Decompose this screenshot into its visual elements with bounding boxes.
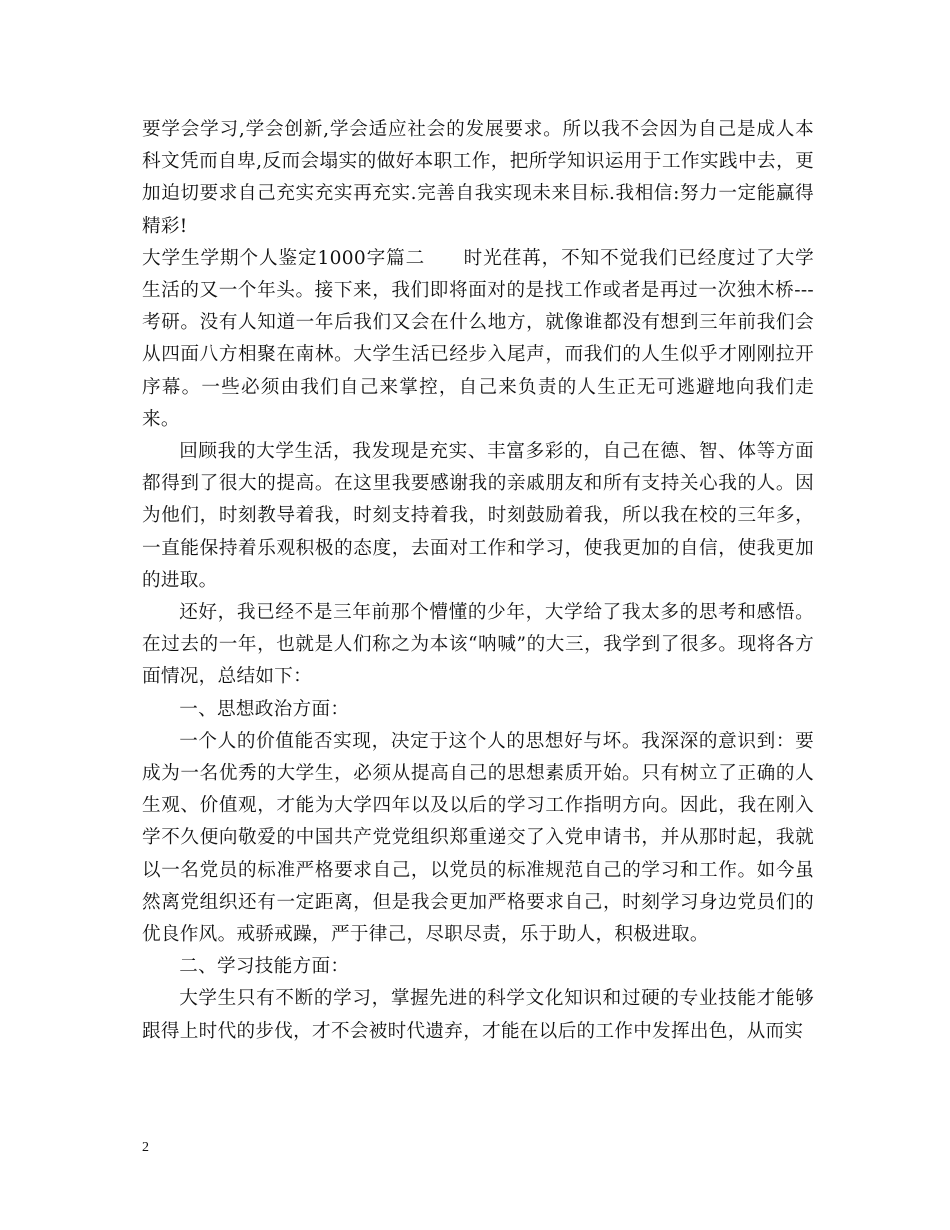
section-heading: 大学生学期个人鉴定1000字篇二 bbox=[142, 247, 426, 269]
paragraph-8: 大学生只有不断的学习，掌握先进的科学文化知识和过硬的专业技能才能够跟得上时代的步伐，才不会被时代遗弃，才能在以后的工作中发挥出色，从而实 bbox=[142, 988, 814, 1042]
page-number: 2 bbox=[142, 1140, 149, 1155]
subheading-study-skills: 二、学习技能方面： bbox=[179, 956, 350, 978]
body-text bbox=[142, 114, 814, 1048]
paragraph-4: 还好，我已经不是三年前那个懵懂的少年，大学给了我太多的思考和感悟。在过去的一年，也就是人们称之为本该“呐喊”的大三，我学到了很多。现将各方面情况，总结如下： bbox=[142, 602, 814, 688]
paragraph-2-text: 时光荏苒，不知不觉我们已经度过了大学生活的又一个年头。接下来，我们即将面对的是找工作或者是再过一次独木桥---考研。没有人知道一年后我们又会在什么地方，就像谁都没有想到三年前我们会从四面八方相聚在南林。大学生活已经步入尾声，而我们的人生似乎才刚刚拉开序幕。一些必须由我们自己来掌控，自己来负责的人生正无可逃避地向我们走来。 bbox=[142, 247, 814, 430]
subheading-political: 一、思想政治方面： bbox=[179, 698, 350, 720]
paragraph-1: 要学会学习,学会创新,学会适应社会的发展要求。所以我不会因为自己是成人本科文凭而自卑,反而会塌实的做好本职工作，把所学知识运用于工作实践中去，更加迫切要求自己充实充实再充实.完善自我实现未来目标.我相信:努力一定能赢得精彩! bbox=[142, 119, 814, 237]
paragraph-2 bbox=[142, 243, 814, 436]
paragraph-3: 回顾我的大学生活，我发现是充实、丰富多彩的，自己在德、智、体等方面都得到了很大的提高。在这里我要感谢我的亲戚朋友和所有支持关心我的人。因为他们，时刻教导着我，时刻支持着我，时刻鼓励着我，所以我在校的三年多，一直能保持着乐观积极的态度，去面对工作和学习，使我更加的自信，使我更加的进取。 bbox=[142, 441, 814, 591]
paragraph-6: 一个人的价值能否实现，决定于这个人的思想好与坏。我深深的意识到：要成为一名优秀的大学生，必须从提高自己的思想素质开始。只有树立了正确的人生观、价值观，才能为大学四年以及以后的学习工作指明方向。因此，我在刚入学不久便向敬爱的中国共产党党组织郑重递交了入党申请书，并从那时起，我就以一名党员的标准严格要求自己，以党员的标准规范自己的学习和工作。如今虽然离党组织还有一定距离，但是我会更加严格要求自己，时刻学习身边党员们的优良作风。戒骄戒躁，严于律己，尽职尽责，乐于助人，积极进取。 bbox=[142, 730, 814, 946]
